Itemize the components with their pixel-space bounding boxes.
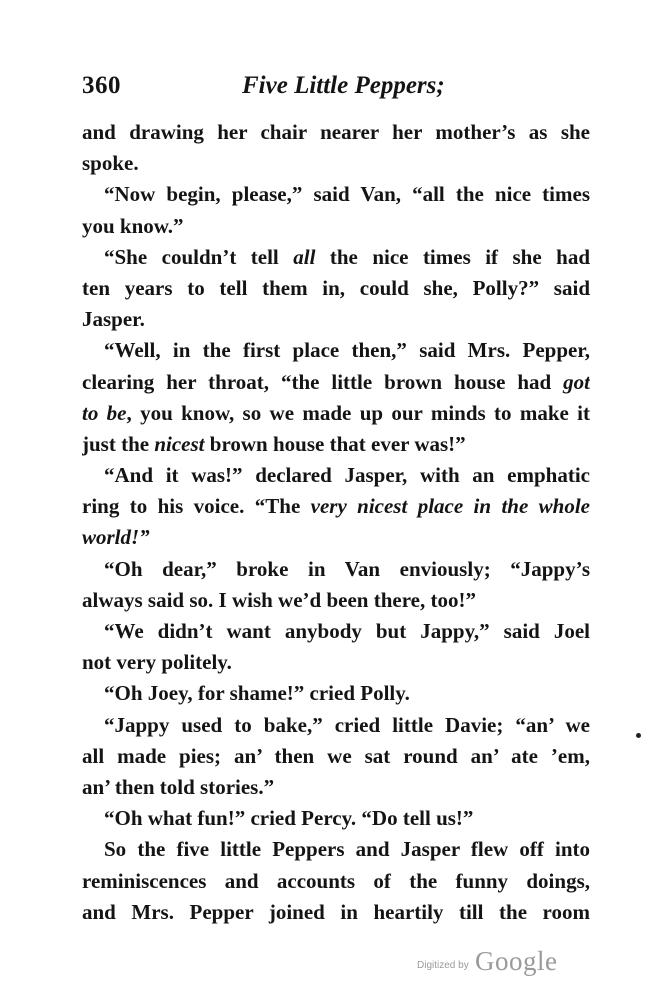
page-header <box>82 72 582 102</box>
italic-text: nicest <box>154 431 205 456</box>
line-text: the nice times if she had <box>315 244 590 269</box>
line-text: “She couldn’t tell <box>104 244 294 269</box>
line-text: Jasper. <box>82 307 145 332</box>
italic-text: world!” <box>82 525 150 550</box>
scan-speck <box>636 733 641 738</box>
text-line <box>82 398 590 429</box>
running-title: Five Little Peppers; <box>242 72 445 99</box>
line-text: “Oh dear,” broke in Van enviously; “Jappy’s <box>104 556 590 581</box>
text-line <box>82 304 590 335</box>
text-line <box>82 710 590 741</box>
digitized-by-watermark <box>415 946 575 978</box>
text-line <box>82 866 590 897</box>
line-text: you know.” <box>82 213 184 238</box>
line-text: “Jappy used to bake,” cried little Davie; “an’ we <box>104 712 590 737</box>
line-text: “Now begin, please,” said Van, “all the nice times <box>104 182 590 207</box>
text-line <box>82 647 590 678</box>
text-line <box>82 741 590 772</box>
line-text: always said so. I wish we’d been there, too!” <box>82 587 476 612</box>
text-line <box>82 273 590 304</box>
line-text: , you know, so we made up our minds to make it <box>126 400 590 425</box>
italic-text: got <box>563 369 590 394</box>
watermark-brand: Google <box>475 946 558 976</box>
text-body <box>82 117 590 928</box>
line-text: “Well, in the first place then,” said Mrs. Pepper, <box>104 338 590 363</box>
line-text: “And it was!” declared Jasper, with an emphatic <box>104 463 590 488</box>
line-text: an’ then told stories.” <box>82 774 275 799</box>
line-text: ring to his voice. “The <box>82 494 311 519</box>
line-text: reminiscences and accounts of the funny doings, <box>82 868 590 893</box>
line-text: just the <box>82 431 155 456</box>
line-text: and Mrs. Pepper joined in heartily till the room <box>82 899 590 924</box>
text-line <box>82 367 590 398</box>
line-text: clearing her throat, “the little brown house had <box>82 369 564 394</box>
page-number: 360 <box>82 72 121 99</box>
text-line <box>82 897 590 928</box>
text-line <box>82 429 590 460</box>
text-line <box>82 522 590 553</box>
text-line <box>82 585 590 616</box>
italic-text: to be <box>82 400 127 425</box>
line-text: “Oh Joey, for shame!” cried Polly. <box>104 681 410 706</box>
text-line <box>82 179 590 210</box>
italic-text: very nicest place in the whole <box>310 494 590 519</box>
text-line <box>82 678 590 709</box>
text-line <box>82 117 590 148</box>
text-line <box>82 803 590 834</box>
line-text: spoke. <box>82 151 139 176</box>
text-line <box>82 834 590 865</box>
italic-text: all <box>293 244 316 269</box>
text-line <box>82 772 590 803</box>
text-line <box>82 491 590 522</box>
text-line <box>82 211 590 242</box>
watermark-prefix: Digitized by <box>417 960 469 971</box>
text-line <box>82 148 590 179</box>
text-line <box>82 616 590 647</box>
line-text: “We didn’t want anybody but Jappy,” said Joel <box>104 619 590 643</box>
line-text: ten years to tell them in, could she, Polly?” said <box>82 275 590 300</box>
text-line <box>82 460 590 491</box>
line-text: all made pies; an’ then we sat round an’ ate ’em, <box>82 743 590 768</box>
line-text: and drawing her chair nearer her mother’s as she <box>82 120 590 144</box>
line-text: “Oh what fun!” cried Percy. “Do tell us!” <box>104 806 474 831</box>
line-text: brown house that ever was!” <box>204 431 466 456</box>
text-line <box>82 242 590 273</box>
text-line <box>82 335 590 366</box>
text-line <box>82 554 590 585</box>
line-text: not very politely. <box>82 650 232 675</box>
line-text: So the five little Peppers and Jasper flew off into <box>104 837 590 862</box>
